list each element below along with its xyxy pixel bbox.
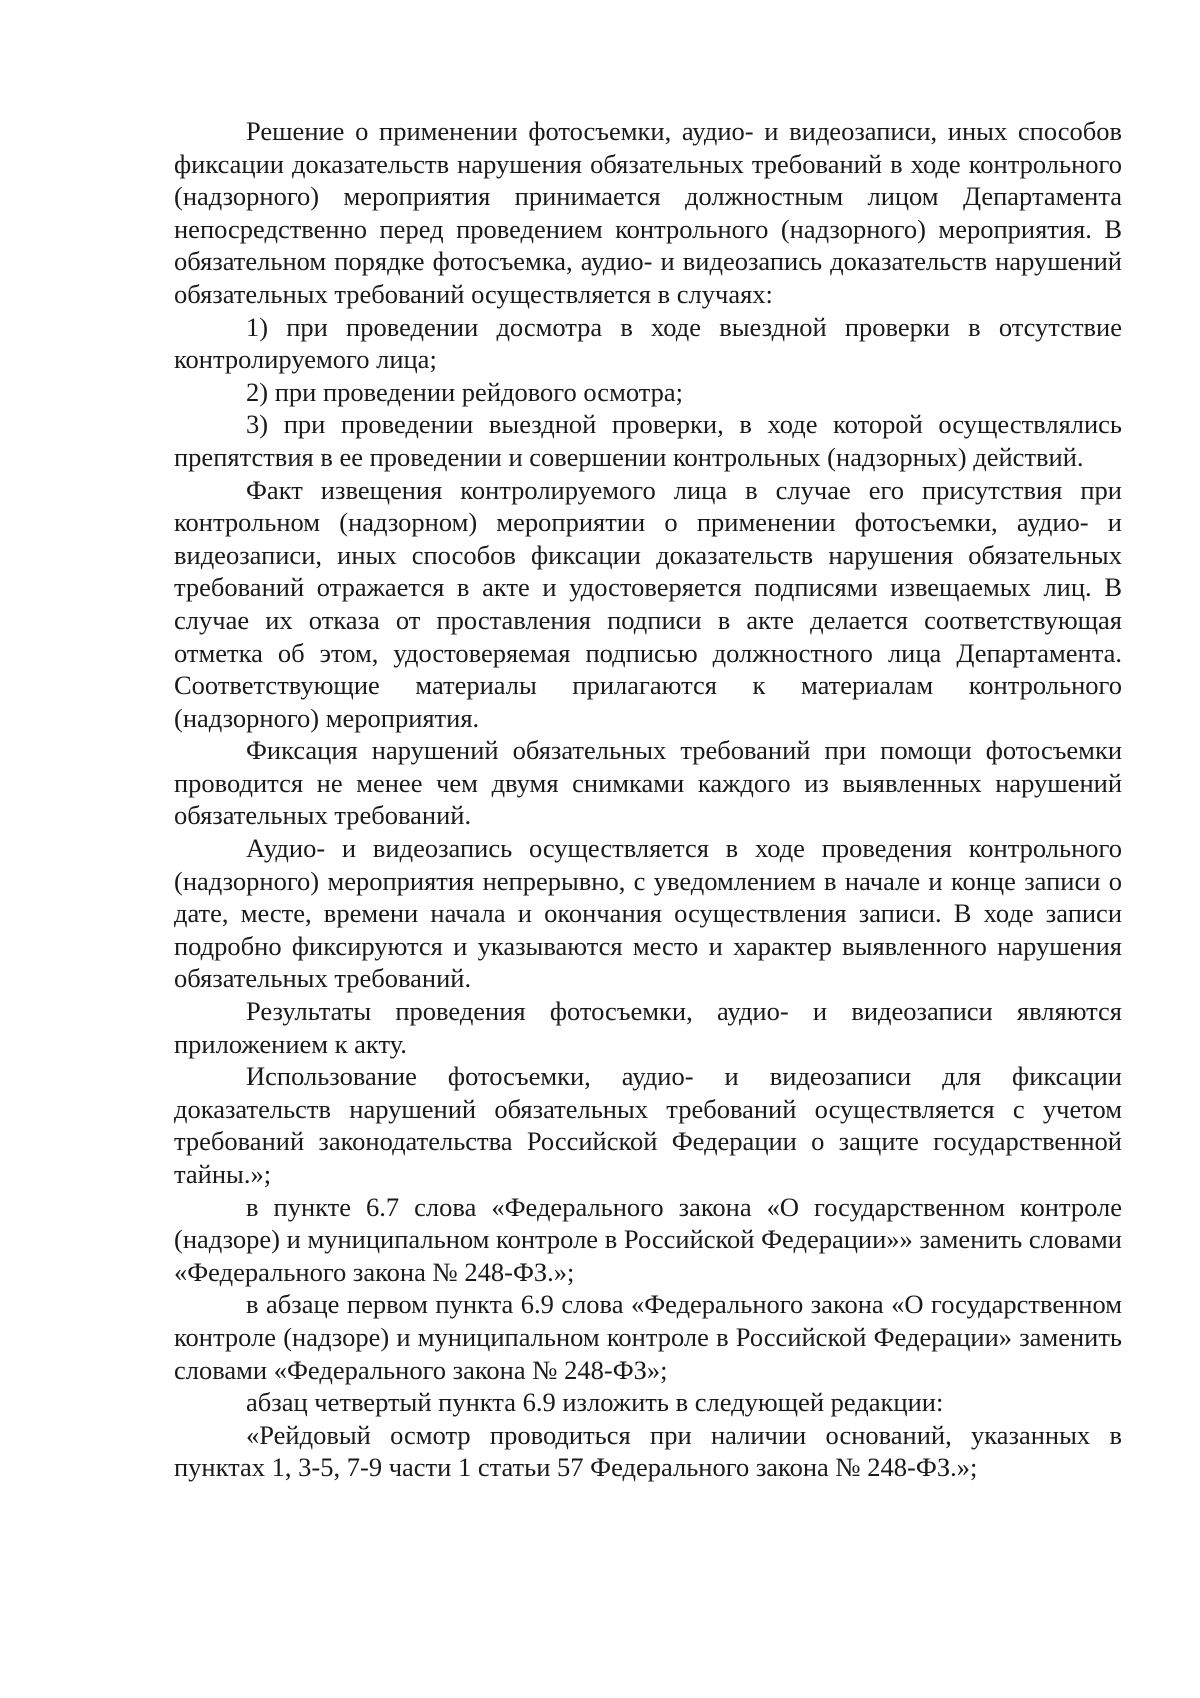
paragraph-raid-inspection: «Рейдовый осмотр проводиться при наличии оснований, указанных в пунктах 1, 3-5, 7-9 части 1 статьи 57 Федерального закона № 248-ФЗ.»; [174, 1419, 1122, 1483]
paragraph-photo-decision: Решение о применении фотосъемки, аудио- и видеозаписи, иных способов фиксации доказательств нарушения обязательных требований в ходе контрольного (надзорного) мероприятия принимается должностным лицом Департамента непосредственно перед проведением контрольного (надзорного) мероприятия. В обязательном порядке фотосъемка, аудио- и видеозапись доказательств нарушений обязательных требований осуществляется в случаях: [174, 116, 1122, 309]
paragraph-case-2: 2) при проведении рейдового осмотра; [246, 376, 684, 407]
paragraph-case-3: 3) при проведении выездной проверки, в ходе которой осуществлялись препятствия в ее проведении и совершении контрольных (надзорных) действий. [174, 409, 1122, 472]
paragraph-photo-fixation: Фиксация нарушений обязательных требований при помощи фотосъемки проводится не менее чем двумя снимками каждого из выявленных нарушений обязательных требований. [174, 735, 1122, 831]
paragraph-item-6-9-first: в абзаце первом пункта 6.9 слова «Федерального закона «О государственном контроле (надзоре) и муниципальном контроле в Российской Федерации» заменить словами «Федерального закона № 248-ФЗ»; [174, 1289, 1122, 1385]
paragraph-results: Результаты проведения фотосъемки, аудио- и видеозаписи являются приложением к акту. [174, 996, 1122, 1059]
paragraph-item-6-9-fourth: абзац четвертый пункта 6.9 изложить в следующей редакции: [246, 1387, 944, 1418]
paragraph-audio-video: Аудио- и видеозапись осуществляется в ходе проведения контрольного (надзорного) мероприятия непрерывно, с уведомлением в начале и конце записи о дате, месте, времени начала и окончания осуществления записи. В ходе записи подробно фиксируются и указываются место и характер выявленного нарушения обязательных требований. [174, 833, 1122, 994]
paragraph-notification-fact: Факт извещения контролируемого лица в случае его присутствия при контрольном (надзорном) мероприятии о применении фотосъемки, аудио- и видеозаписи, иных способов фиксации доказательств нарушения обязательных требований отражается в акте и удостоверяется подписями извещаемых лиц. В случае их отказа от проставления подписи в акте делается соответствующая отметка об этом, удостоверяемая подписью должностного лица Департамента. Соответствующие материалы прилагаются к материалам контрольного (надзорного) мероприятия. [174, 474, 1122, 733]
document-body [174, 115, 1122, 1484]
paragraph-item-6-7: в пункте 6.7 слова «Федерального закона «О государственном контроле (надзоре) и муниципальном контроле в Российской Федерации»» заменить словами «Федерального закона № 248-ФЗ.»; [174, 1191, 1122, 1287]
paragraph-case-1: 1) при проведении досмотра в ходе выездной проверки в отсутствие контролируемого лица; [174, 311, 1122, 375]
paragraph-state-secret: Использование фотосъемки, аудио- и видеозаписи для фиксации доказательств нарушений обязательных требований осуществляется с учетом требований законодательства Российской Федерации о защите государственной тайны.»; [174, 1061, 1122, 1189]
